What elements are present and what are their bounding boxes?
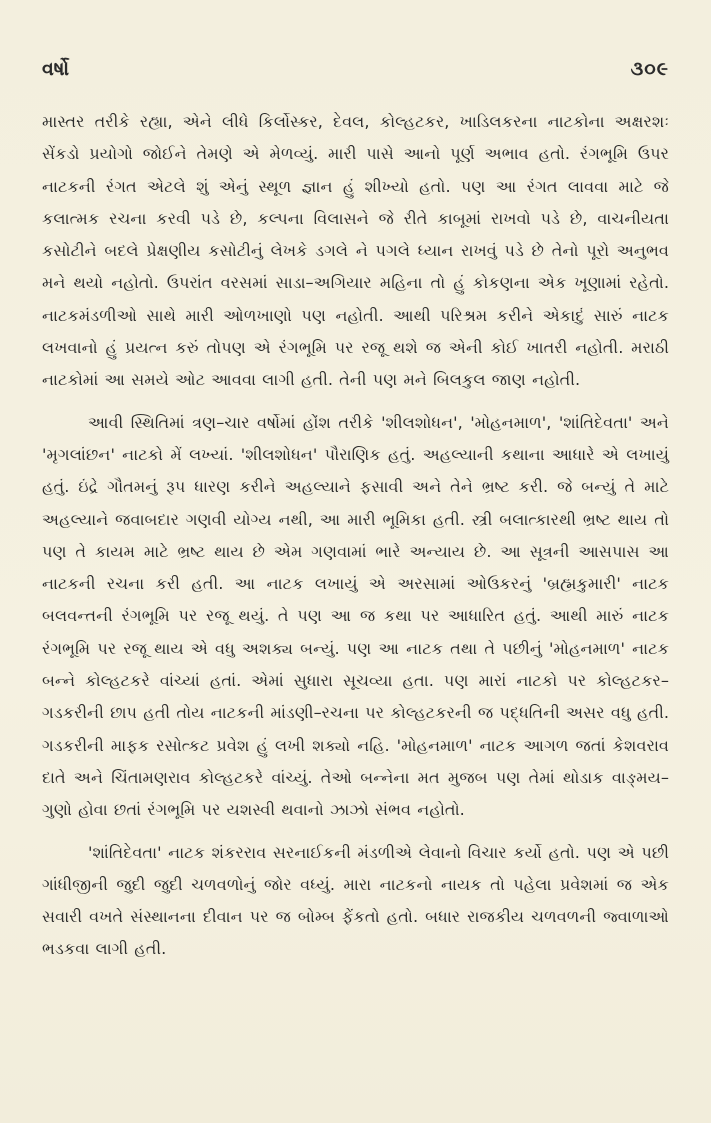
paragraph-2: આવી સ્થિતિમાં ત્રણ–ચાર વર્ષોમાં હોંશ તરીકે 'શીલશોધન', 'મોહનમાળ', 'શાંતિદેવતા' અને 'મૃગલાંછન' નાટકો મેં લખ્યાં. 'શીલશોધન' પૌરાણિક હતું. અહલ્યાની કથાના આધારે એ લખાયું હતું. ઇંદ્રે ગૌતમનું રૂપ ધારણ કરીને અહલ્યાને ફસાવી અને તેને ભ્રષ્ટ કરી. જે બન્યું તે માટે અહલ્યાને જવાબદાર ગણવી યોગ્ય નથી, આ મારી ભૂમિકા હતી. સ્ત્રી બલાત્કારથી ભ્રષ્ટ થાય તો પણ તે કાયમ માટે ભ્રષ્ટ થાય છે એમ ગણવામાં ભારે અન્યાય છે. આ સૂત્રની આસપાસ આ નાટકની રચના કરી હતી. આ નાટક લખાયું એ અરસામાં ઓઉકરનું 'બ્રહ્મકુમારી' નાટક બલવન્તની રંગભૂમિ પર રજૂ થયું. તે પણ આ જ કથા પર આધારિત હતું. આથી મારું નાટક રંગભૂમિ પર રજૂ થાય એ વધુ અશક્ય બન્યું. પણ આ નાટક તથા તે પછીનું 'મોહનમાળ' નાટક બન્ને કોલ્હટકરે વાંચ્યાં હતાં. એમાં સુધારા સૂચવ્યા હતા. પણ મારાં નાટકો પર કોલ્હટકર–ગડકરીની છાપ હતી તોય નાટકની માંડણી–રચના પર કોલ્હટકરની જ પદ્ધતિની અસર વધુ હતી. ગડકરીની માફક રસોત્કટ પ્રવેશ હું લખી શક્યો નહિ. 'મોહનમાળ' નાટક આગળ જતાં કેશવરાવ દાતે અને ચિંતામણરાવ કોલ્હટકરે વાંચ્યું. તેઓ બન્નેના મત મુજબ પણ તેમાં થોડાક વાઙ્મય–ગુણો હોવા છતાં રંગભૂમિ પર યશસ્વી થવાનો ઝાઝો સંભવ નહોતો. — [42, 412, 669, 820]
page-header — [42, 58, 669, 80]
page-number: ૩૦૯ — [630, 58, 669, 80]
paragraph-1: માસ્તર તરીકે રહ્યા, એને લીધે કિર્લોસ્કર, દેવલ, કોલ્હટકર, ખાડિલકરના નાટકોના અક્ષરશઃ સેંકડો પ્રયોગો જોઈને તેમણે એ મેળવ્યું. મારી પાસે આનો પૂર્ણ અભાવ હતો. રંગભૂમિ ઉપર નાટકની રંગત એટલે શું એનું સ્થૂળ જ્ઞાન હું શીખ્યો હતો. પણ આ રંગત લાવવા માટે જે કલાત્મક રચના કરવી પડે છે, કલ્પના વિલાસને જે રીતે કાબૂમાં રાખવો પડે છે, વાચનીયતા કસોટીને બદલે પ્રેક્ષણીય કસોટીનું લેખકે ડગલે ને પગલે ધ્યાન રાખવું પડે છે તેનો પૂરો અનુભવ મને થયો નહોતો. ઉપરાંત વરસમાં સાડા–અગિયાર મહિના તો હું કોકણના એક ખૂણામાં રહેતો. નાટકમંડળીઓ સાથે મારી ઓળખાણો પણ નહોતી. આથી પરિશ્રમ કરીને એકાદું સારું નાટક લખવાનો હું પ્રયત્ન કરું તોપણ એ રંગભૂમિ પર રજૂ થશે જ એની કોઈ ખાતરી નહોતી. મરાઠી નાટકોમાં આ સમયે ઓટ આવવા લાગી હતી. તેની પણ મને બિલકુલ જાણ નહોતી. — [42, 112, 669, 390]
running-title: વર્ષો — [42, 58, 70, 80]
paragraph-3: 'શાંતિદેવતા' નાટક શંકરરાવ સરનાઈકની મંડળીએ લેવાનો વિચાર કર્યો હતો. પણ એ પછી ગાંધીજીની જુદી જુદી ચળવળોનું જોર વધ્યું. મારા નાટકનો નાયક તો પહેલા પ્રવેશમાં જ એક સવારી વખતે સંસ્થાનના દીવાન પર જ બોમ્બ ફેંકતો હતો. બધાર રાજકીય ચળવળની જ્વાળાઓ ભડકવા લાગી હતી. — [42, 842, 669, 959]
